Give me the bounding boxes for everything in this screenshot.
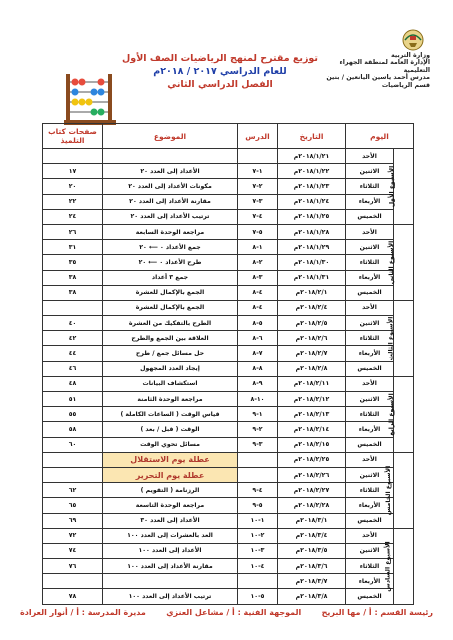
lesson-cell: ٧-٨ xyxy=(238,346,278,361)
lesson-cell: ٥-٨ xyxy=(238,316,278,331)
date-cell: ٢٠١٨/٢/١٤م xyxy=(278,422,346,437)
header xyxy=(30,26,430,106)
pages-cell xyxy=(43,452,103,467)
lesson-cell: ٣-١٠ xyxy=(238,543,278,558)
topic-cell: عطلة يوم الاستقلال xyxy=(103,452,238,467)
week-label xyxy=(384,452,414,528)
table-row xyxy=(43,589,414,604)
day-cell: الأربعاء xyxy=(346,422,394,437)
pages-cell: ٥١ xyxy=(43,392,103,407)
table-row xyxy=(43,392,414,407)
pages-cell: ٧٢ xyxy=(43,528,103,543)
lesson-cell: ١-١٠ xyxy=(238,513,278,528)
lesson-cell: ٤-٩ xyxy=(238,483,278,498)
pages-cell: ٣١ xyxy=(43,240,103,255)
day-cell: الاثنين xyxy=(346,467,394,482)
topic-cell: الجمع بالإكمال للعشرة xyxy=(103,285,238,300)
table-row xyxy=(43,300,414,315)
table-row xyxy=(43,316,414,331)
technical-supervisor: الموجهة الفنية : أ / مشاعل العنزي xyxy=(166,608,302,617)
day-cell: الأربعاء xyxy=(346,574,394,589)
day-cell: الاثنين xyxy=(346,240,394,255)
lesson-cell: ١-٨ xyxy=(238,240,278,255)
semester-label: الفصل الدراسي الثاني xyxy=(167,79,273,90)
topic-cell: العد بالعشرات إلى العدد ١٠٠ xyxy=(103,528,238,543)
date-cell: ٢٠١٨/٢/١م xyxy=(278,285,346,300)
day-cell: الثلاثاء xyxy=(346,331,394,346)
schedule-body xyxy=(43,149,414,605)
table-row xyxy=(43,513,414,528)
lesson-cell xyxy=(238,467,278,482)
day-cell: الأحد xyxy=(346,224,394,239)
pages-cell: ٣٨ xyxy=(43,270,103,285)
topic-cell: حل مسائل جمع / طرح xyxy=(103,346,238,361)
week-label xyxy=(387,300,414,376)
lesson-cell xyxy=(238,452,278,467)
col-header-lesson: الدرس xyxy=(238,124,278,149)
school-principal: مديرة المدرسة : أ / أنوار العرادة xyxy=(20,608,146,617)
day-cell: الاثنين xyxy=(346,543,394,558)
date-cell: ٢٠١٨/٣/٨م xyxy=(278,589,346,604)
table-row xyxy=(43,498,414,513)
table-row xyxy=(43,209,414,224)
ministry-block xyxy=(320,52,430,89)
lesson-cell: ٢-١٠ xyxy=(238,528,278,543)
pages-cell: ٢٢ xyxy=(43,194,103,209)
day-cell: الأحد xyxy=(346,376,394,391)
day-cell: الثلاثاء xyxy=(346,179,394,194)
pages-cell: ٦٠ xyxy=(43,437,103,452)
topic-cell: ترتيب الأعداد إلى العدد ١٠٠ xyxy=(103,589,238,604)
topic-cell: مسائل تحوي الوقت xyxy=(103,437,238,452)
date-cell: ٢٠١٨/٢/١٣م xyxy=(278,407,346,422)
page-subtitle: للعام الدراسي ٢٠١٧ / ٢٠١٨م xyxy=(153,66,287,77)
date-cell: ٢٠١٨/٣/٧م xyxy=(278,574,346,589)
date-cell: ٢٠١٨/٢/٦م xyxy=(278,331,346,346)
date-cell: ٢٠١٨/١/٣٠م xyxy=(278,255,346,270)
topic-cell: ترتيب الأعداد إلى العدد ٢٠ xyxy=(103,209,238,224)
day-cell: الاثنين xyxy=(346,164,394,179)
pages-cell xyxy=(43,149,103,164)
page-title: توزيع مقترح لمنهج الرياضيات الصف الأول xyxy=(122,53,318,64)
day-cell: الأربعاء xyxy=(346,270,394,285)
lesson-cell: ١-٧ xyxy=(238,164,278,179)
pages-cell: ٤٠ xyxy=(43,316,103,331)
pages-cell xyxy=(43,574,103,589)
topic-cell: الوقت ( قبل / بعد ) xyxy=(103,422,238,437)
topic-cell: إيجاد العدد المجهول xyxy=(103,361,238,376)
table-row xyxy=(43,361,414,376)
ministry-line: الإدارة العامة لمنطقة الجهراء التعليمية xyxy=(339,59,430,74)
pages-cell: ٧٨ xyxy=(43,589,103,604)
lesson-cell: ٢-٧ xyxy=(238,179,278,194)
date-cell: ٢٠١٨/٣/٥م xyxy=(278,543,346,558)
day-cell: الثلاثاء xyxy=(346,483,394,498)
date-cell: ٢٠١٨/٣/٦م xyxy=(278,559,346,574)
day-cell: الخميس xyxy=(346,513,394,528)
lesson-cell: ٤-١٠ xyxy=(238,559,278,574)
date-cell: ٢٠١٨/١/٢١م xyxy=(278,149,346,164)
lesson-cell: ٩-٨ xyxy=(238,376,278,391)
date-cell: ٢٠١٨/١/٢٨م xyxy=(278,224,346,239)
topic-cell: طرح الأعداد ٠ ⟵ ٢٠ xyxy=(103,255,238,270)
topic-cell: الطرح بالتفكيك من العشرة xyxy=(103,316,238,331)
date-cell: ٢٠١٨/٢/١١م xyxy=(278,376,346,391)
table-row xyxy=(43,467,414,482)
day-cell: الاثنين xyxy=(346,392,394,407)
topic-cell: مقارنة الأعداد إلى العدد ٢٠ xyxy=(103,194,238,209)
pages-cell: ٧٤ xyxy=(43,543,103,558)
day-cell: الأحد xyxy=(346,149,394,164)
lesson-cell: ٦-٨ xyxy=(238,331,278,346)
ministry-line: مدرس أحمد ياسين اليانعين / بنين xyxy=(326,74,430,82)
lesson-cell: ٣-٧ xyxy=(238,194,278,209)
pages-cell: ٥٨ xyxy=(43,422,103,437)
day-cell: الأربعاء xyxy=(346,194,394,209)
week-label-text: الأسبوع الثاني xyxy=(387,240,395,285)
title-block xyxy=(120,52,320,91)
topic-cell: الرزنامة ( التقويم ) xyxy=(103,483,238,498)
col-header-day: اليوم xyxy=(346,124,414,149)
pages-cell: ٥٥ xyxy=(43,407,103,422)
pages-cell: ٤٢ xyxy=(43,331,103,346)
week-label-text: الأسبوع الخامس xyxy=(384,465,392,515)
week-label xyxy=(387,224,414,300)
pages-cell: ٦٥ xyxy=(43,498,103,513)
col-header-pages: صفحات كتاب التلميذ xyxy=(43,124,103,149)
table-row xyxy=(43,452,414,467)
lesson-cell: ٣-٩ xyxy=(238,437,278,452)
pages-cell: ٧٦ xyxy=(43,559,103,574)
day-cell: الخميس xyxy=(346,285,394,300)
pages-cell xyxy=(43,467,103,482)
week-label-text: الأسبوع الثالث xyxy=(387,316,395,361)
table-row xyxy=(43,543,414,558)
table-row xyxy=(43,285,414,300)
week-label-text: الأسبوع السادس xyxy=(384,540,392,592)
date-cell: ٢٠١٨/٢/٤م xyxy=(278,300,346,315)
date-cell: ٢٠١٨/٢/٥م xyxy=(278,316,346,331)
date-cell: ٢٠١٨/٢/٧م xyxy=(278,346,346,361)
day-cell: الثلاثاء xyxy=(346,255,394,270)
date-cell: ٢٠١٨/٣/٤م xyxy=(278,528,346,543)
col-header-topic: الموضوع xyxy=(103,124,238,149)
pages-cell: ٢٦ xyxy=(43,224,103,239)
pages-cell: ١٧ xyxy=(43,164,103,179)
signatures-footer xyxy=(20,608,433,617)
topic-cell: مراجعة الوحدة السابعة xyxy=(103,224,238,239)
pages-cell: ٦٩ xyxy=(43,513,103,528)
week-label xyxy=(384,528,414,604)
date-cell: ٢٠١٨/١/٢٣م xyxy=(278,179,346,194)
ministry-line: وزارة التربية xyxy=(391,52,430,59)
topic-cell: عطلة يوم التحرير xyxy=(103,467,238,482)
date-cell: ٢٠١٨/٢/٢٦م xyxy=(278,467,346,482)
lesson-cell: ٥-٧ xyxy=(238,224,278,239)
abacus-icon xyxy=(64,70,116,126)
schedule-table xyxy=(42,123,414,605)
lesson-cell xyxy=(238,149,278,164)
department-head: رئيسة القسم : أ / مها البريح xyxy=(321,608,433,617)
pages-cell: ٣٥ xyxy=(43,255,103,270)
pages-cell: ٤٤ xyxy=(43,346,103,361)
table-header-row xyxy=(43,124,414,149)
table-row xyxy=(43,483,414,498)
topic-cell: مكونات الأعداد إلى العدد ٢٠ xyxy=(103,179,238,194)
day-cell: الأحد xyxy=(346,528,394,543)
day-cell: الأربعاء xyxy=(346,498,394,513)
day-cell: الخميس xyxy=(346,209,394,224)
lesson-cell: ١٠-٨ xyxy=(238,392,278,407)
table-row xyxy=(43,376,414,391)
table-row xyxy=(43,528,414,543)
topic-cell: الجمع بالإكمال للعشرة xyxy=(103,300,238,315)
table-row xyxy=(43,270,414,285)
pages-cell: ٣٨ xyxy=(43,285,103,300)
lesson-cell: ٤-٧ xyxy=(238,209,278,224)
date-cell: ٢٠١٨/١/٢٢م xyxy=(278,164,346,179)
table-row xyxy=(43,422,414,437)
ministry-line: قسم الرياضيات xyxy=(381,81,430,89)
topic-cell: جمع ٣ أعداد xyxy=(103,270,238,285)
day-cell: الاثنين xyxy=(346,316,394,331)
table-row xyxy=(43,559,414,574)
week-label-text: الأسبوع الأول xyxy=(388,165,396,208)
topic-cell: الأعداد إلى العدد ٢٠ xyxy=(103,164,238,179)
pages-cell xyxy=(43,300,103,315)
day-cell: الخميس xyxy=(346,589,394,604)
table-row xyxy=(43,149,414,164)
day-cell: الأحد xyxy=(346,300,394,315)
date-cell: ٢٠١٨/١/٣١م xyxy=(278,270,346,285)
table-row xyxy=(43,255,414,270)
week-label xyxy=(388,149,414,225)
date-cell: ٢٠١٨/٢/١٢م xyxy=(278,392,346,407)
date-cell: ٢٠١٨/١/٢٤م xyxy=(278,194,346,209)
lesson-cell: ٥-٩ xyxy=(238,498,278,513)
pages-cell: ٤٦ xyxy=(43,361,103,376)
topic-cell: الأعداد إلى العدد ٣٠ xyxy=(103,513,238,528)
table-row xyxy=(43,574,414,589)
lesson-cell: ٤-٨ xyxy=(238,300,278,315)
pages-cell: ٤٨ xyxy=(43,376,103,391)
day-cell: الخميس xyxy=(346,437,394,452)
table-row xyxy=(43,240,414,255)
table-row xyxy=(43,407,414,422)
lesson-cell xyxy=(238,574,278,589)
date-cell: ٢٠١٨/٢/٢٥م xyxy=(278,452,346,467)
col-header-date: التاريخ xyxy=(278,124,346,149)
kuwait-emblem-icon xyxy=(400,26,426,52)
pages-cell: ٦٢ xyxy=(43,483,103,498)
table-row xyxy=(43,179,414,194)
topic-cell: مراجعة الوحدة التاسعة xyxy=(103,498,238,513)
week-label xyxy=(388,376,414,452)
topic-cell xyxy=(103,149,238,164)
day-cell: الثلاثاء xyxy=(346,407,394,422)
day-cell: الثلاثاء xyxy=(346,559,394,574)
lesson-cell: ٣-٨ xyxy=(238,270,278,285)
topic-cell: مقارنة الأعداد إلى العدد ١٠٠ xyxy=(103,559,238,574)
date-cell: ٢٠١٨/١/٢٩م xyxy=(278,240,346,255)
date-cell: ٢٠١٨/٢/٢٧م xyxy=(278,483,346,498)
lesson-cell: ٢-٨ xyxy=(238,255,278,270)
topic-cell xyxy=(103,574,238,589)
lesson-cell: ٥-١٠ xyxy=(238,589,278,604)
topic-cell: مراجعة الوحدة الثامنة xyxy=(103,392,238,407)
date-cell: ٢٠١٨/٣/١م xyxy=(278,513,346,528)
day-cell: الأحد xyxy=(346,452,394,467)
date-cell: ٢٠١٨/١/٢٥م xyxy=(278,209,346,224)
table-row xyxy=(43,331,414,346)
lesson-cell: ٢-٩ xyxy=(238,422,278,437)
date-cell: ٢٠١٨/٢/١٥م xyxy=(278,437,346,452)
lesson-cell: ٨-٨ xyxy=(238,361,278,376)
table-row xyxy=(43,346,414,361)
week-label-text: الأسبوع الرابع xyxy=(388,392,396,436)
day-cell: الأربعاء xyxy=(346,346,394,361)
date-cell: ٢٠١٨/٢/٢٨م xyxy=(278,498,346,513)
lesson-cell: ١-٩ xyxy=(238,407,278,422)
table-row xyxy=(43,194,414,209)
topic-cell: استكشاف البيانات xyxy=(103,376,238,391)
topic-cell: الأعداد إلى العدد ١٠٠ xyxy=(103,543,238,558)
pages-cell: ٢٠ xyxy=(43,179,103,194)
table-row xyxy=(43,224,414,239)
pages-cell: ٢٤ xyxy=(43,209,103,224)
topic-cell: جمع الأعداد ٠ ⟵ ٢٠ xyxy=(103,240,238,255)
lesson-cell: ٤-٨ xyxy=(238,285,278,300)
table-row xyxy=(43,164,414,179)
topic-cell: قياس الوقت ( الساعات الكاملة ) xyxy=(103,407,238,422)
date-cell: ٢٠١٨/٢/٨م xyxy=(278,361,346,376)
table-row xyxy=(43,437,414,452)
day-cell: الخميس xyxy=(346,361,394,376)
topic-cell: العلاقة بين الجمع والطرح xyxy=(103,331,238,346)
